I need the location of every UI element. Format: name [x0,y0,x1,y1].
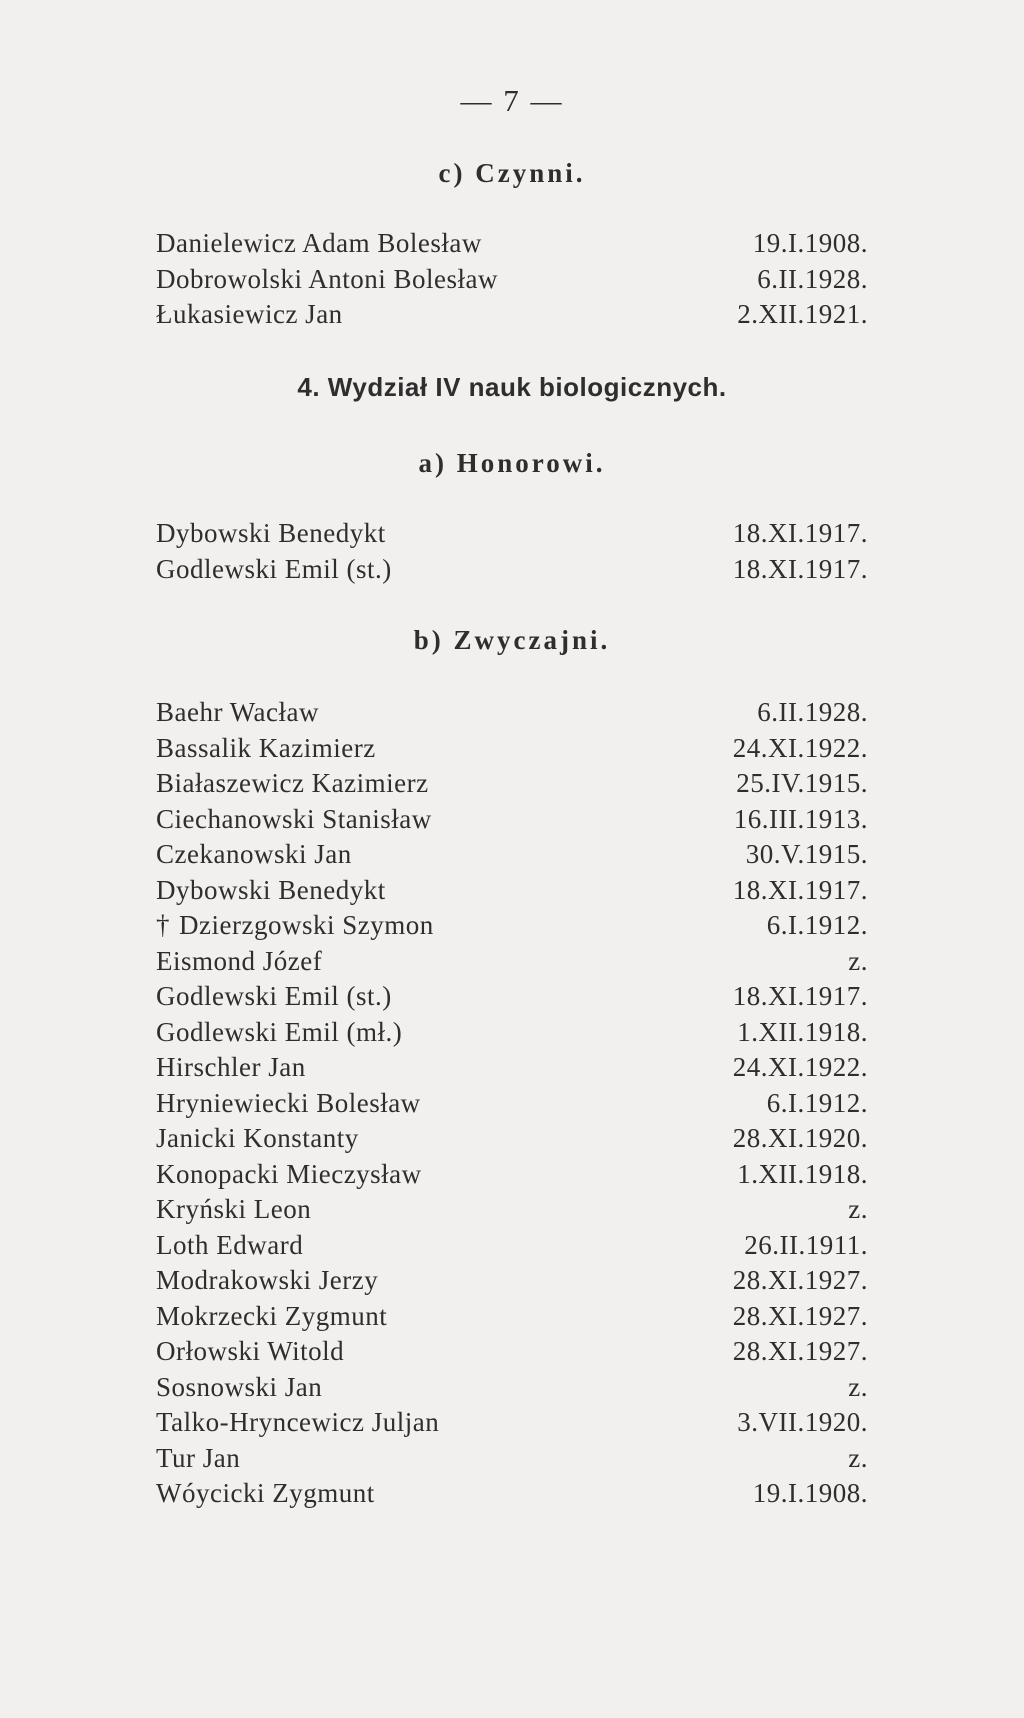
member-name-text: Baehr Wacław [156,697,320,727]
member-row [156,839,868,875]
membership-date: 1.XII.1918. [737,1158,868,1189]
member-name [156,1478,375,1509]
member-name-text: Dybowski Benedykt [156,518,386,548]
member-name [156,1088,421,1119]
member-row [156,1478,868,1514]
member-name [156,1194,311,1225]
member-row [156,1088,868,1124]
member-row [156,228,868,264]
page-number: — 7 — [460,83,564,118]
membership-date: 28.XI.1927. [732,1265,868,1295]
member-name [156,1336,344,1367]
member-row [156,981,868,1017]
membership-date: 6.II.1928. [757,697,868,727]
membership-date: z. [848,1194,868,1224]
membership-date: 28.XI.1927. [732,1300,868,1331]
member-row [156,1017,868,1053]
member-row [156,875,868,911]
membership-date: z. [848,1371,868,1402]
membership-date: 26.II.1911. [744,1229,868,1260]
members-list-czynni [156,228,868,335]
membership-date: 6.I.1912. [766,1087,868,1118]
member-name [156,697,319,728]
department-heading: 4. Wydział IV nauk biologicznych. [297,372,727,402]
member-row [156,1194,868,1230]
membership-date: 3.VII.1920. [737,1407,868,1437]
member-name-text: Hirschler Jan [156,1052,306,1082]
member-row [156,518,868,554]
membership-date: 19.I.1908. [752,1478,868,1508]
membership-date: 18.XI.1917. [732,981,868,1011]
membership-date: 19.I.1908. [752,228,868,258]
member-row [156,1265,868,1301]
membership-date: 24.XI.1922. [732,732,868,763]
member-name-text: Godlewski Emil (mł.) [156,1016,403,1047]
member-name [156,264,498,295]
membership-date: 24.XI.1922. [732,1052,868,1082]
member-name-text: Wóycicki Zygmunt [156,1478,375,1508]
membership-date: 6.II.1928. [757,263,868,294]
membership-date: 18.XI.1917. [732,874,868,905]
member-name-text: Białaszewicz Kazimierz [156,768,429,798]
member-row [156,1123,868,1159]
member-row [156,804,868,840]
member-row [156,946,868,982]
member-name [156,1230,303,1261]
member-row [156,1052,868,1088]
member-name [156,1407,439,1438]
members-list-honorowi [156,518,868,589]
member-name [156,1301,387,1332]
member-row [156,299,868,335]
member-row [156,1443,868,1479]
member-name [156,228,482,259]
member-row [156,733,868,769]
membership-date: 28.XI.1920. [732,1123,868,1153]
member-row [156,1336,868,1372]
member-name-text: Konopacki Mieczysław [156,1158,422,1189]
member-row [156,697,868,733]
member-name-text: Janicki Konstanty [156,1123,359,1153]
member-row [156,264,868,300]
member-name [156,981,392,1012]
membership-date: 6.I.1912. [766,910,868,940]
member-name-text: Dybowski Benedykt [156,874,386,905]
membership-date: 18.XI.1917. [732,518,868,548]
membership-date: 2.XII.1921. [737,299,868,329]
member-name-text: Bassalik Kazimierz [156,732,376,763]
member-name [156,733,376,764]
member-name [156,1159,422,1190]
member-name-text: Godlewski Emil (st.) [156,553,392,584]
membership-date: 28.XI.1927. [732,1336,868,1366]
member-name-text: Łukasiewicz Jan [156,299,343,329]
membership-date: z. [848,945,868,976]
member-name-text: Mokrzecki Zygmunt [156,1300,388,1331]
member-name-text: Eismond Józef [156,945,323,976]
member-row [156,768,868,804]
membership-date: 25.IV.1915. [736,768,868,798]
member-row [156,1301,868,1337]
member-name-text: Modrakowski Jerzy [156,1265,379,1295]
member-row [156,1230,868,1266]
member-name [156,1123,359,1154]
membership-date: 1.XII.1918. [737,1016,868,1047]
membership-date: 16.III.1913. [733,803,868,834]
member-name-text: Hryniewiecki Bolesław [156,1087,421,1118]
member-name-text: Danielewicz Adam Bolesław [156,228,482,258]
member-name [156,1372,322,1403]
member-name [156,1443,240,1474]
member-name-text: Ciechanowski Stanisław [156,803,432,834]
member-name [156,910,434,941]
member-name [156,1052,306,1083]
member-name [156,804,432,835]
member-name-text: Loth Edward [156,1229,304,1260]
member-name [156,946,322,977]
member-row [156,910,868,946]
member-name-text: Dzierzgowski Szymon [179,910,434,940]
membership-date: 18.XI.1917. [732,553,868,584]
deceased-cross-mark: † [156,910,170,940]
member-name-text: Godlewski Emil (st.) [156,981,392,1011]
member-name-text: Dobrowolski Antoni Bolesław [156,263,498,294]
section-heading-honorowi: a) Honorowi. [418,448,606,478]
member-name [156,299,343,330]
member-row [156,1407,868,1443]
member-row [156,554,868,590]
member-name [156,875,386,906]
membership-date: 30.V.1915. [745,839,868,869]
member-name-text: Sosnowski Jan [156,1371,323,1402]
section-heading-zwyczajni: b) Zwyczajni. [413,625,611,655]
member-name-text: Talko-Hryncewicz Juljan [156,1407,440,1437]
member-row [156,1372,868,1408]
member-name [156,1265,378,1296]
member-name-text: Czekanowski Jan [156,839,352,869]
member-name-text: Orłowski Witold [156,1336,345,1366]
section-heading-czynni: c) Czynni. [438,158,586,188]
member-name [156,1017,402,1048]
member-name [156,768,429,799]
membership-date: z. [848,1442,868,1473]
member-name-text: Kryński Leon [156,1194,312,1224]
members-list-zwyczajni [156,697,868,1514]
member-name [156,518,386,549]
member-name [156,839,352,870]
member-name-text: Tur Jan [156,1442,241,1473]
member-row [156,1159,868,1195]
member-name [156,554,392,585]
